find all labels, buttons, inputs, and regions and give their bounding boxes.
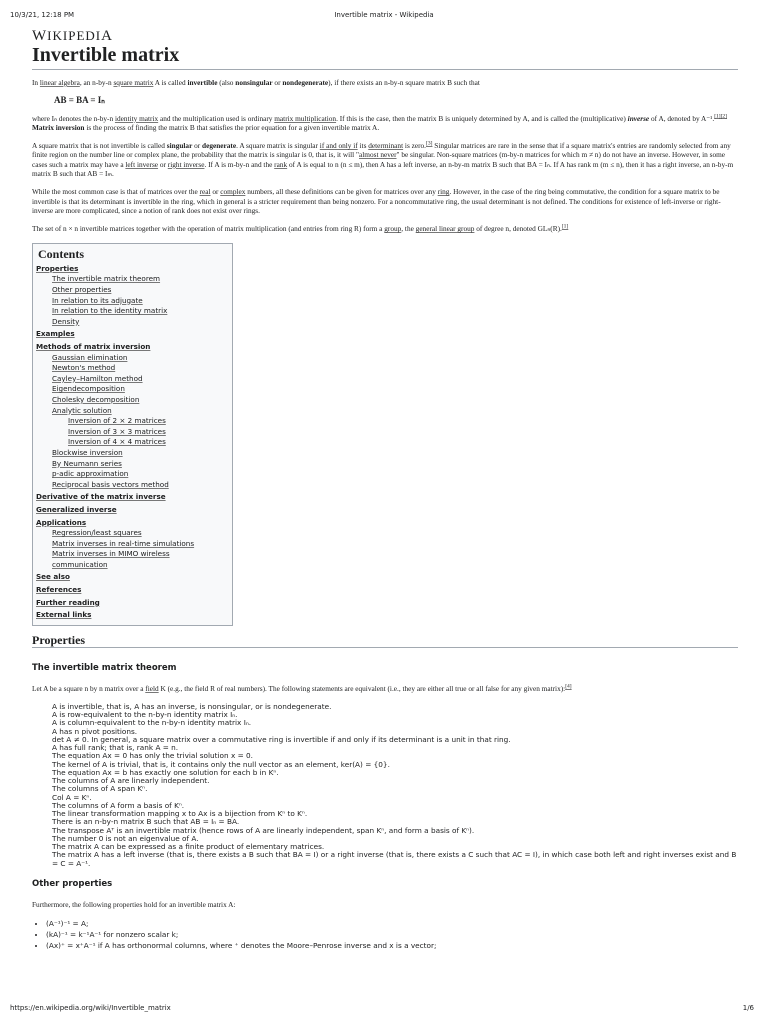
theorem-statement: The columns of A span Kⁿ.: [52, 784, 148, 794]
toc-item[interactable]: Newton's method: [52, 363, 116, 373]
toc-item[interactable]: In relation to the identity matrix: [52, 306, 168, 316]
toc-item[interactable]: Applications: [36, 517, 87, 527]
toc-item[interactable]: In relation to its adjugate: [52, 295, 143, 305]
citation-1[interactable]: [1]: [561, 223, 569, 230]
toc-item[interactable]: Analytic solution: [52, 405, 112, 415]
citation-3[interactable]: [3]: [426, 140, 433, 147]
theorem-statement: The columns of A form a basis of Kⁿ.: [52, 800, 185, 810]
intro-paragraph-4: While the most common case is that of matrices over the real or complex numbers, all these definitions can be given for matrices over any ring. However, in the case of the ring being commutative, the condition for a square matrix to be invertible is that its determinant is invertible in the ring, which in general is a stricter requirement than being nonzero. For a noncommutative ring, the usual determinant is not defined. The conditions for existence of left-inverse or right-inverse are more complicated, since a notion of rank does not exist over rings.: [32, 187, 721, 215]
theorem-statement: There is an n-by-n matrix B such that AB = Iₙ = BA.: [52, 817, 240, 827]
link-field[interactable]: field: [145, 684, 159, 694]
wikipedia-wordmark[interactable]: WIKIPEDIA: [32, 28, 113, 44]
link-complex[interactable]: complex: [220, 187, 246, 197]
theorem-statement: The linear transformation mapping x to Ax is a bijection from Kⁿ to Kⁿ.: [52, 809, 308, 818]
toc-item[interactable]: Reciprocal basis vectors method: [52, 479, 169, 489]
toc-item[interactable]: Methods of matrix inversion: [36, 342, 151, 352]
toc-item[interactable]: See also: [36, 572, 70, 582]
inverse-equation: AB = BA = Iₙ: [54, 95, 105, 106]
intro-paragraph-2: where Iₙ denotes the n-by-n identity matrix and the multiplication used is ordinary matrix multiplication. If this is the case, then the matrix B is uniquely determined by A, and is called the (multiplicative) inverse of A, denoted by A⁻¹.[1][2] Matrix inversion is the process of finding the matrix B that satisfies the prior equation for a given invertible matrix A.: [32, 113, 728, 132]
link-ring[interactable]: ring: [437, 187, 450, 197]
toc-item[interactable]: Other properties: [52, 285, 112, 295]
link-left-inverse[interactable]: left inverse: [125, 159, 159, 169]
list-item: • (Ax)⁺ = x⁺A⁻¹ if A has orthonormal columns, where ⁺ denotes the Moore–Penrose inverse and x is a vector;: [46, 940, 738, 951]
theorem-statement: The transpose Aᵀ is an invertible matrix (hence rows of A are linearly independent, span Kⁿ, and form a basis of Kⁿ).: [52, 825, 475, 835]
other-properties-intro: Furthermore, the following properties hold for an invertible matrix A:: [32, 900, 236, 910]
link-almost-never[interactable]: almost never: [359, 150, 397, 160]
subsection-heading-theorem: The invertible matrix theorem: [32, 663, 177, 674]
toc-item[interactable]: Cayley–Hamilton method: [52, 373, 143, 383]
toc-item[interactable]: Regression/least squares: [52, 528, 142, 538]
toc-item[interactable]: Blockwise inversion: [52, 447, 123, 457]
list-item: • (kA)⁻¹ = k⁻¹A⁻¹ for nonzero scalar k;: [46, 929, 738, 940]
toc-item[interactable]: Inversion of 4 × 4 matrices: [68, 437, 166, 447]
toc-item[interactable]: Generalized inverse: [36, 504, 117, 514]
toc-item[interactable]: Density: [52, 316, 80, 326]
citation-4[interactable]: [4]: [565, 684, 572, 691]
print-timestamp: 10/3/21, 12:18 PM: [10, 11, 75, 19]
toc-item[interactable]: Further reading: [36, 597, 100, 607]
theorem-statement: A is column-equivalent to the n-by-n identity matrix Iₙ.: [52, 718, 252, 728]
toc-item[interactable]: Matrix inverses in real-time simulations: [52, 538, 195, 548]
print-page-number: 1/6: [742, 1004, 754, 1012]
link-matrix-multiplication[interactable]: matrix multiplication: [274, 113, 337, 123]
link-real[interactable]: real: [199, 187, 211, 197]
page-title: Invertible matrix: [32, 44, 738, 70]
toc-item[interactable]: Cholesky decomposition: [52, 394, 140, 404]
theorem-statements: [52, 703, 738, 868]
link-rank[interactable]: rank: [274, 159, 288, 169]
toc-item[interactable]: Derivative of the matrix inverse: [36, 492, 166, 502]
toc-item[interactable]: External links: [36, 610, 92, 620]
theorem-statement: Col A = Kⁿ.: [52, 792, 92, 802]
link-linear-algebra[interactable]: linear algebra: [39, 78, 80, 87]
toc-item[interactable]: Examples: [36, 329, 75, 339]
theorem-statement: The matrix A can be expressed as a finite product of elementary matrices.: [52, 842, 325, 851]
link-square-matrix[interactable]: square matrix: [113, 78, 154, 87]
intro-paragraph-5: The set of n × n invertible matrices together with the operation of matrix multiplication (and entries from ring R) form a group, the general linear group of degree n, denoted GLₙ(R).[1]: [32, 223, 569, 234]
theorem-statement: A has n pivot positions.: [52, 726, 138, 736]
link-group[interactable]: group: [384, 224, 402, 234]
toc-item[interactable]: p-adic approximation: [52, 469, 129, 479]
table-of-contents: [32, 243, 233, 626]
theorem-statement: The equation Ax = b has exactly one solution for each b in Kⁿ.: [52, 767, 279, 777]
subsection-heading-other-properties: Other properties: [32, 878, 113, 889]
toc-item[interactable]: By Neumann series: [52, 458, 122, 468]
theorem-statement: A has full rank; that is, rank A = n.: [52, 743, 179, 752]
theorem-statement: A is row-equivalent to the n-by-n identity matrix Iₙ.: [52, 710, 238, 719]
section-heading-properties: Properties: [32, 636, 738, 648]
toc-item[interactable]: The invertible matrix theorem: [52, 274, 161, 284]
theorem-statement: A is invertible, that is, A has an inverse, is nonsingular, or is nondegenerate.: [52, 701, 332, 711]
intro-paragraph-1: In linear algebra, an n-by-n square matrix A is called invertible (also nonsingular or nondegenerate), if there exists an n-by-n square matrix B such that: [32, 78, 480, 87]
print-url: https://en.wikipedia.org/wiki/Invertible_matrix: [10, 1004, 171, 1012]
toc-item[interactable]: Inversion of 2 × 2 matrices: [68, 416, 166, 426]
article-body: [32, 78, 738, 951]
theorem-statement: The kernel of A is trivial, that is, it contains only the null vector as an element, ker(A) = {0}.: [52, 759, 390, 769]
toc-item[interactable]: Gaussian elimination: [52, 352, 128, 362]
toc-item[interactable]: Matrix inverses in MIMO wireless communication: [52, 549, 170, 569]
toc-item[interactable]: References: [36, 585, 82, 595]
toc-item[interactable]: Eigendecomposition: [52, 384, 125, 394]
toc-heading: Contents: [38, 246, 85, 261]
theorem-intro: Let A be a square n by n matrix over a field K (e.g., the field R of real numbers). The following statements are equivalent (i.e., they are either all true or all false for any given matrix):[4]: [32, 684, 572, 694]
theorem-statement: The number 0 is not an eigenvalue of A.: [52, 833, 199, 843]
citation-1-2[interactable]: [1][2]: [714, 113, 728, 120]
other-properties-list: [32, 918, 738, 951]
list-item: • (A⁻¹)⁻¹ = A;: [46, 918, 738, 929]
link-determinant[interactable]: determinant: [368, 141, 404, 151]
link-right-inverse[interactable]: right inverse: [167, 159, 205, 169]
print-title: Invertible matrix - Wikipedia: [334, 11, 434, 19]
toc-list: [36, 264, 226, 621]
theorem-statement: The matrix A has a left inverse (that is, there exists a B such that BA = I) or a right inverse (that is, there exists a C such that AC = I), in which case both left and right inverses exist and B = C = A⁻¹.: [52, 850, 737, 868]
toc-item[interactable]: Inversion of 3 × 3 matrices: [68, 426, 166, 436]
toc-item[interactable]: Properties: [36, 263, 79, 273]
link-identity-matrix[interactable]: identity matrix: [114, 113, 159, 123]
intro-paragraph-3: A square matrix that is not invertible is called singular or degenerate. A square matrix is singular if and only if its determinant is zero.[3] Singular matrices are rare in the sense that if a square matrix's entries are randomly selected from any finite region on the number line or complex plane, the probability that the matrix is singular is 0, that is, it will "almost never" be singular. Non-square matrices (m-by-n matrices for which m ≠ n) do not have an inverse. However, in some cases such a matrix may have a left inverse or right inverse. If A is m-by-n and the rank of A is equal to n (n ≤ m), then A has a left inverse, an n-by-m matrix B such that BA = Iₙ. If A has rank m (m ≤ n), then it has a right inverse, an n-by-m matrix B such that AB = Iₘ.: [32, 140, 734, 179]
theorem-statement: det A ≠ 0. In general, a square matrix over a commutative ring is invertible if and only if its determinant is a unit in that ring.: [52, 734, 511, 744]
theorem-statement: The columns of A are linearly independent.: [52, 776, 210, 785]
link-if-and-only-if[interactable]: if and only if: [319, 141, 358, 151]
theorem-statement: The equation Ax = 0 has only the trivial solution x = 0.: [52, 751, 253, 761]
link-general-linear-group[interactable]: general linear group: [415, 224, 475, 234]
